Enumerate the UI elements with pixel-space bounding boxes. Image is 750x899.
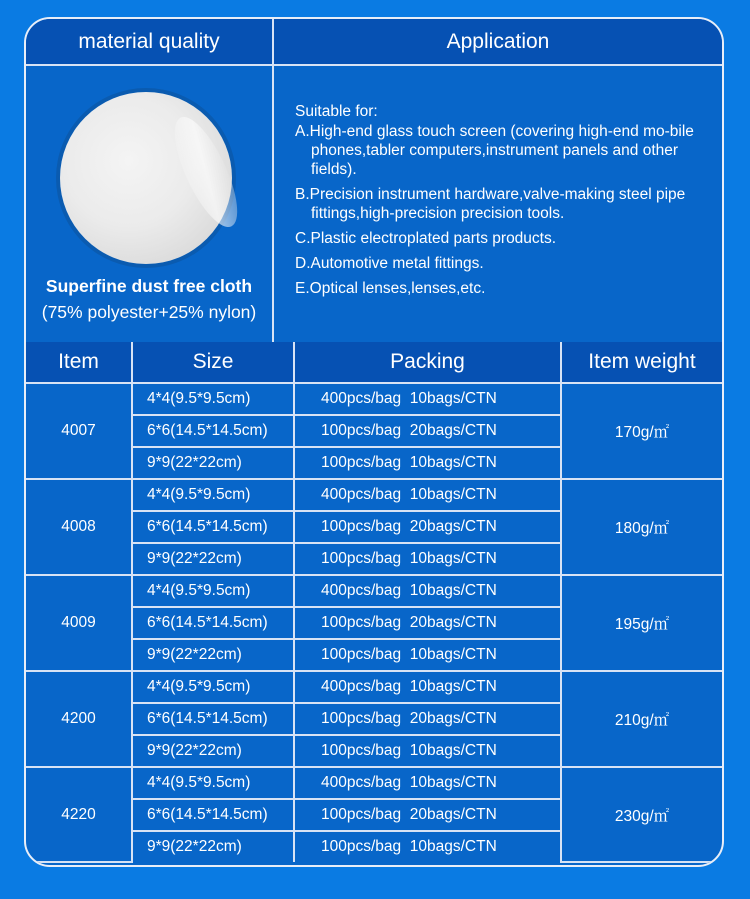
size-cell: 4*4(9.5*9.5cm)	[132, 767, 294, 799]
size-cell: 6*6(14.5*14.5cm)	[132, 703, 294, 735]
item-weight: 230g/㎡	[561, 767, 722, 862]
item-code: 4009	[26, 575, 132, 671]
column-header-item: Item	[26, 342, 132, 383]
application-item: A.High-end glass touch screen (covering high-end mo-bile phones,tabler computers,instrument panels and other fields).	[295, 123, 694, 178]
table-header-row	[26, 342, 722, 383]
size-cell: 9*9(22*22cm)	[132, 639, 294, 671]
cloth-swatch-image	[60, 92, 232, 264]
item-code: 4008	[26, 479, 132, 575]
application-item: E.Optical lenses,lenses,etc.	[295, 280, 486, 297]
packing-cell: 100pcs/bag 20bags/CTN	[294, 703, 561, 735]
size-cell: 4*4(9.5*9.5cm)	[132, 383, 294, 415]
size-cell: 6*6(14.5*14.5cm)	[132, 415, 294, 447]
material-name: Superfine dust free cloth	[45, 276, 253, 296]
column-header-packing: Packing	[294, 342, 561, 383]
application-cell	[274, 66, 722, 342]
application-heading: Application	[446, 29, 550, 53]
material-composition: (75% polyester+25% nylon)	[41, 302, 257, 322]
top-header-row	[26, 19, 722, 66]
packing-cell: 100pcs/bag 10bags/CTN	[294, 735, 561, 767]
packing-cell: 100pcs/bag 20bags/CTN	[294, 511, 561, 543]
size-cell: 9*9(22*22cm)	[132, 447, 294, 479]
packing-cell: 100pcs/bag 10bags/CTN	[294, 639, 561, 671]
item-weight: 170g/㎡	[561, 383, 722, 479]
table-row	[26, 671, 722, 703]
table-row	[26, 383, 722, 415]
packing-cell: 100pcs/bag 10bags/CTN	[294, 447, 561, 479]
spec-table	[26, 342, 722, 863]
size-cell: 4*4(9.5*9.5cm)	[132, 575, 294, 607]
packing-cell: 100pcs/bag 20bags/CTN	[294, 799, 561, 831]
item-code: 4007	[26, 383, 132, 479]
material-cell	[26, 66, 274, 342]
size-cell: 4*4(9.5*9.5cm)	[132, 479, 294, 511]
size-cell: 9*9(22*22cm)	[132, 735, 294, 767]
packing-cell: 400pcs/bag 10bags/CTN	[294, 671, 561, 703]
table-row	[26, 575, 722, 607]
size-cell: 9*9(22*22cm)	[132, 831, 294, 862]
application-item: D.Automotive metal fittings.	[295, 255, 484, 272]
item-weight: 210g/㎡	[561, 671, 722, 767]
item-code: 4200	[26, 671, 132, 767]
application-intro: Suitable for:	[295, 103, 378, 120]
packing-cell: 400pcs/bag 10bags/CTN	[294, 575, 561, 607]
table-row	[26, 767, 722, 799]
table-row	[26, 479, 722, 511]
size-cell: 9*9(22*22cm)	[132, 543, 294, 575]
column-header-size: Size	[132, 342, 294, 383]
packing-cell: 100pcs/bag 10bags/CTN	[294, 543, 561, 575]
size-cell: 6*6(14.5*14.5cm)	[132, 511, 294, 543]
size-cell: 6*6(14.5*14.5cm)	[132, 607, 294, 639]
application-item: C.Plastic electroplated parts products.	[295, 230, 557, 247]
packing-cell: 400pcs/bag 10bags/CTN	[294, 767, 561, 799]
size-cell: 4*4(9.5*9.5cm)	[132, 671, 294, 703]
spec-panel	[24, 17, 724, 867]
packing-cell: 100pcs/bag 20bags/CTN	[294, 415, 561, 447]
item-weight: 180g/㎡	[561, 479, 722, 575]
application-item: B.Precision instrument hardware,valve-making steel pipe fittings,high-precision precision tools.	[295, 186, 686, 222]
packing-cell: 400pcs/bag 10bags/CTN	[294, 383, 561, 415]
column-header-weight: Item weight	[561, 342, 722, 383]
packing-cell: 100pcs/bag 10bags/CTN	[294, 831, 561, 862]
size-cell: 6*6(14.5*14.5cm)	[132, 799, 294, 831]
packing-cell: 100pcs/bag 20bags/CTN	[294, 607, 561, 639]
material-quality-heading: material quality	[26, 19, 274, 64]
item-code: 4220	[26, 767, 132, 862]
item-weight: 195g/㎡	[561, 575, 722, 671]
top-body-row	[26, 66, 722, 342]
packing-cell: 400pcs/bag 10bags/CTN	[294, 479, 561, 511]
